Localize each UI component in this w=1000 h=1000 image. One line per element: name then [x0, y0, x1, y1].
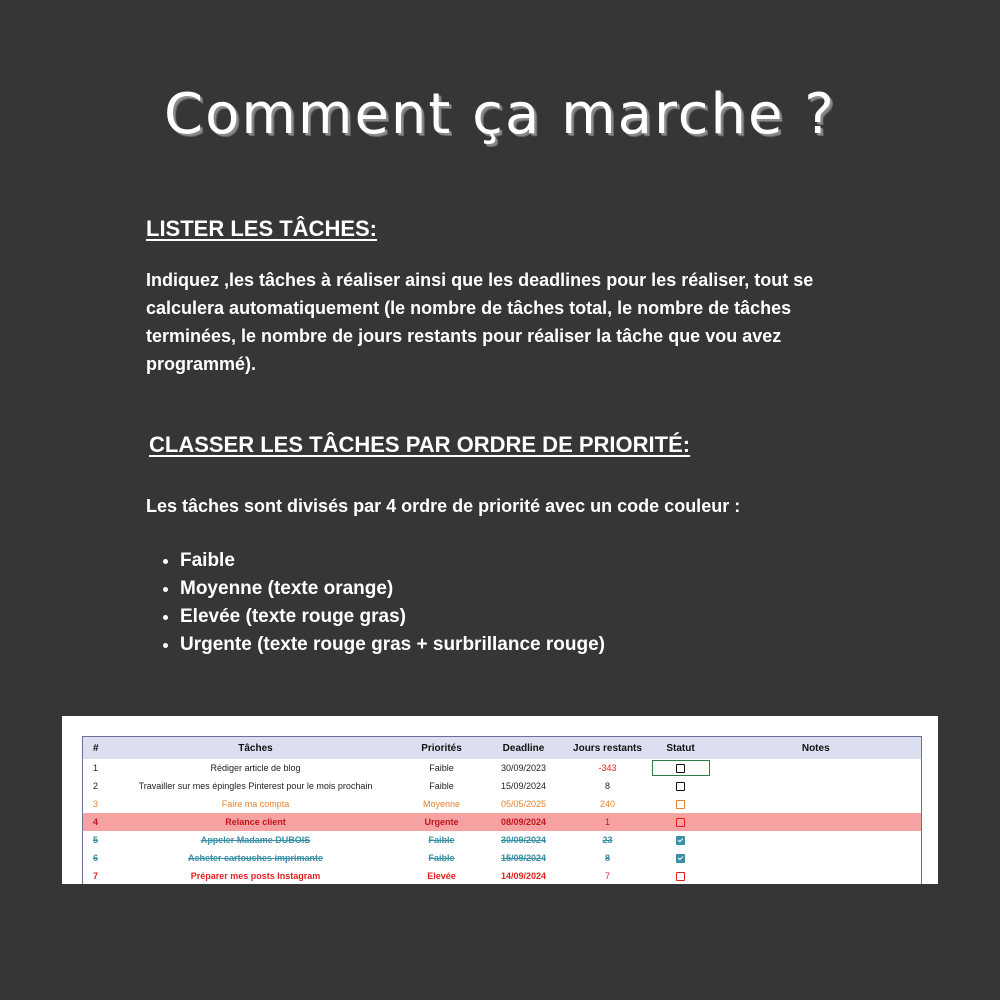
row-number: 1: [93, 763, 99, 773]
row-number: 3: [93, 799, 99, 809]
days-text: 23: [602, 835, 613, 845]
deadline-text: 15/09/2024: [500, 853, 547, 863]
list-item: • Urgente (texte rouge gras + surbrillance rouge): [180, 631, 866, 659]
deadline-cell[interactable]: 14/09/2024: [500, 871, 547, 881]
row-number: 4: [83, 813, 111, 831]
days-text: 8: [604, 853, 610, 863]
table-row: [83, 759, 922, 777]
column-header: Priorités: [401, 737, 483, 760]
task-cell[interactable]: Rédiger article de blog: [210, 763, 301, 773]
checkbox-icon[interactable]: [676, 764, 685, 773]
column-header: Statut: [651, 737, 711, 760]
deadline-cell[interactable]: 30/09/2023: [500, 763, 547, 773]
days-cell: [565, 831, 651, 849]
column-header: Tâches: [111, 737, 401, 760]
status-cell[interactable]: [651, 867, 711, 884]
checkbox-icon[interactable]: [676, 782, 685, 791]
days-cell: 240: [599, 799, 616, 809]
table-row: [83, 813, 922, 831]
notes-cell[interactable]: [711, 867, 922, 884]
status-cell[interactable]: [651, 813, 711, 831]
list-item: • Moyenne (texte orange): [180, 575, 866, 603]
row-number: [83, 849, 111, 867]
days-cell: 1: [565, 813, 651, 831]
checkbox-icon[interactable]: [676, 800, 685, 809]
spreadsheet-screenshot: [62, 716, 938, 884]
task-cell[interactable]: Relance client: [111, 813, 401, 831]
checkbox-icon[interactable]: [676, 818, 685, 827]
deadline-text: 30/09/2024: [500, 835, 547, 845]
row-number: [83, 831, 111, 849]
row-number: 7: [93, 871, 99, 881]
deadline-cell[interactable]: [483, 849, 565, 867]
row-number-text: 6: [93, 853, 99, 863]
table-header-row: [83, 737, 922, 760]
deadline-cell[interactable]: [483, 831, 565, 849]
priority-list: [146, 547, 866, 659]
priority-cell[interactable]: Faible: [429, 781, 454, 791]
notes-cell[interactable]: [711, 795, 922, 813]
priority-cell[interactable]: [401, 849, 483, 867]
priority-text: Faible: [428, 853, 455, 863]
notes-cell[interactable]: [711, 777, 922, 795]
notes-cell[interactable]: [711, 813, 922, 831]
table-row: [83, 777, 922, 795]
days-cell: 7: [604, 871, 610, 881]
column-header: #: [83, 737, 111, 760]
task-text: Acheter cartouches imprimante: [187, 853, 324, 863]
section-priority: [149, 432, 869, 458]
column-header: Jours restants: [565, 737, 651, 760]
list-item: • Elevée (texte rouge gras): [180, 603, 866, 631]
priority-cell[interactable]: Urgente: [401, 813, 483, 831]
section-text: Les tâches sont divisés par 4 ordre de priorité avec un code couleur :: [146, 496, 741, 516]
task-cell[interactable]: [111, 849, 401, 867]
table-row: [83, 795, 922, 813]
checkbox-icon[interactable]: [676, 872, 685, 881]
task-cell[interactable]: Travailler sur mes épingles Pinterest pour le mois prochain: [138, 781, 373, 791]
days-cell: 8: [604, 781, 610, 791]
section-priority-body: [146, 492, 866, 659]
section-text: Indiquez ,les tâches à réaliser ainsi que les deadlines pour les réaliser, tout se calculera automatiquement (le nombre de tâches total, le nombre de tâches terminées, le nombre de jours restants pour réaliser la tâche que vou avez programmé).: [146, 270, 814, 374]
section-heading: LISTER LES TÂCHES:: [146, 216, 378, 241]
column-header: Notes: [711, 737, 922, 760]
priority-cell[interactable]: Faible: [429, 763, 454, 773]
section-heading: CLASSER LES TÂCHES PAR ORDRE DE PRIORITÉ:: [149, 432, 691, 457]
priority-cell[interactable]: Moyenne: [422, 799, 461, 809]
notes-cell[interactable]: [711, 831, 922, 849]
column-header: Deadline: [483, 737, 565, 760]
task-cell[interactable]: [111, 831, 401, 849]
priority-cell[interactable]: [401, 831, 483, 849]
table-row: [83, 867, 922, 884]
task-text: Appeler Madame DUBOIS: [200, 835, 311, 845]
section-list-tasks: [146, 216, 866, 378]
row-number-text: 5: [93, 835, 99, 845]
priority-cell[interactable]: Elevée: [427, 871, 456, 881]
row-number: 2: [93, 781, 99, 791]
checkbox-checked-icon[interactable]: [676, 854, 685, 863]
checkbox-checked-icon[interactable]: [676, 836, 685, 845]
status-cell[interactable]: [651, 831, 711, 849]
deadline-cell[interactable]: 15/09/2024: [500, 781, 547, 791]
days-cell: -343: [598, 763, 617, 773]
notes-cell[interactable]: [711, 759, 922, 777]
table-row: [83, 831, 922, 849]
page-title: Comment ça marche ?: [164, 82, 836, 147]
deadline-cell[interactable]: 05/05/2025: [500, 799, 547, 809]
status-cell[interactable]: [651, 759, 711, 777]
status-cell[interactable]: [651, 849, 711, 867]
notes-cell[interactable]: [711, 849, 922, 867]
status-cell[interactable]: [651, 795, 711, 813]
status-cell[interactable]: [651, 777, 711, 795]
tasks-table: [82, 736, 922, 884]
deadline-cell[interactable]: 08/09/2024: [483, 813, 565, 831]
list-item: • Faible: [180, 547, 866, 575]
priority-text: Faible: [428, 835, 455, 845]
days-cell: [565, 849, 651, 867]
task-cell[interactable]: Préparer mes posts Instagram: [190, 871, 321, 881]
table-row: [83, 849, 922, 867]
task-cell[interactable]: Faire ma compta: [221, 799, 290, 809]
